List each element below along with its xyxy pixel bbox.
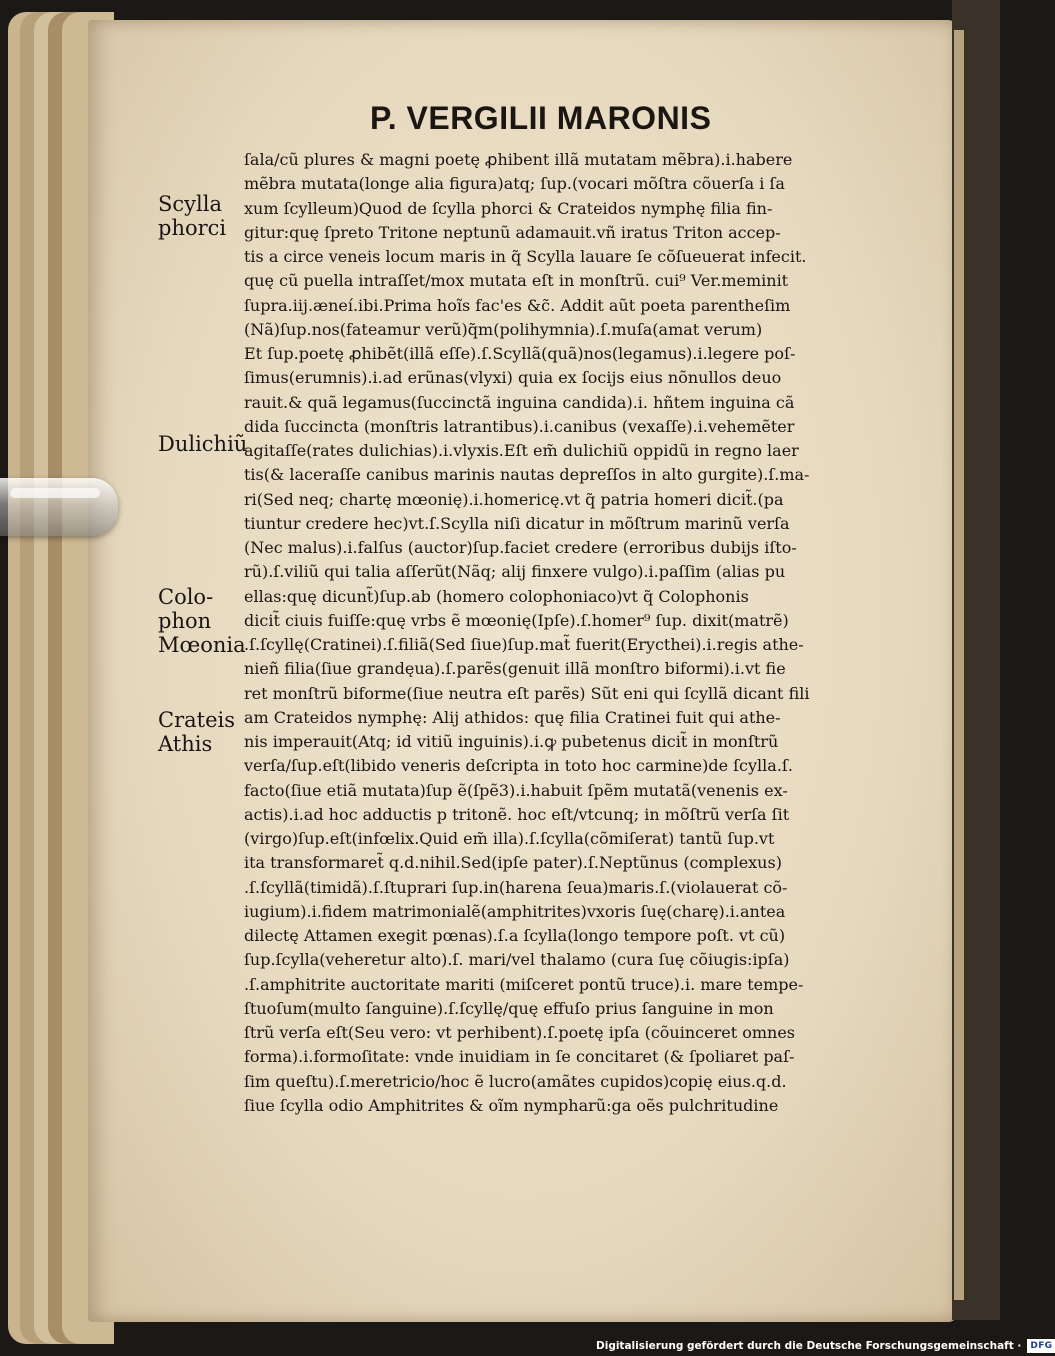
- text-line: ſupra.iij.æneí.ibi.Prima hoĩs fac'es &c̃. Addit aũt poeta parentheſim: [244, 295, 791, 315]
- clamp-highlight: [10, 488, 100, 498]
- text-line: mẽbra mutata(longe alia figura)atq; ſup.(vocari mõſtra cõuerſa i ſa: [244, 174, 785, 194]
- text-line: actis).i.ad hoc adductis p tritonẽ. hoc eſt/vtcunq; in mõſtrũ verſa ſit: [244, 804, 790, 824]
- text-line: agitaſſe(rates dulichias).i.vlyxis.Eſt em̃ dulichiũ oppidũ in regno laer: [244, 441, 799, 460]
- margin-note-crateis: [158, 708, 235, 756]
- running-title: P. VERGILII MARONIS: [370, 100, 712, 136]
- text-line: ellas:quę dicunt̃)ſup.ab (homero colophoniaco)vt q̃ Colophonis: [244, 586, 749, 606]
- text-line: (virgo)ſup.eſt(infœlix.Quid em̃ illa).ſ.ſcylla(cõmiſerat) tantũ ſup.vt: [244, 829, 775, 848]
- margin-note-line: Athis: [158, 732, 213, 756]
- text-line: nis imperauit(Atq; id vitiũ inguinis).i.ꝙ pubetenus dicit̃ in monſtrũ: [244, 732, 779, 751]
- text-line: rauit.& quã legamus(ſuccinctã inguina candida).i. hñtem inguina cã: [244, 392, 795, 412]
- margin-note-line: Mœonia: [158, 633, 246, 657]
- text-line: am Crateidos nymphę: Alij athidos: quę filia Cratinei fuit qui athe-: [244, 707, 781, 727]
- margin-note-line: Colo-: [158, 585, 214, 609]
- text-line: dicit̃ ciuis fuiſſe:quę vrbs ẽ mœonię(Ipſe).ſ.homer⁹ ſup. dixit(matrẽ): [244, 610, 789, 630]
- footer-credit: Digitalisierung gefördert durch die Deutsche Forschungsgemeinschaft ·: [596, 1340, 1022, 1352]
- text-line: ſtrũ verſa eſt(Seu vero: vt perhibent).ſ.poetę ipſa (cõuinceret omnes: [244, 1023, 796, 1042]
- text-line: tiuntur credere hec)vt.ſ.Scylla niſi dicatur in mõſtrum marinũ verſa: [244, 513, 790, 533]
- text-line: verſa/ſup.eſt(libido veneris deſcripta in toto hoc carmine)de ſcylla.ſ.: [244, 756, 793, 776]
- text-line: ſtuoſum(multo ſanguine).ſ.ſcyllę/quę effuſo prius ſanguine in mon: [244, 998, 774, 1018]
- page-clamp: [0, 478, 118, 536]
- footer-banner: [596, 1336, 1055, 1356]
- text-line: xum ſcylleum)Quod de ſcylla phorci & Crateidos nymphę filia fin-: [244, 198, 773, 218]
- text-line: ſup.ſcylla(veheretur alto).ſ. mari/vel thalamo (cura ſuę cõiugis:ipſa): [244, 950, 790, 970]
- text-line: .ſ.amphitrite auctoritate mariti (miſceret pontũ truce).i. mare tempe-: [244, 974, 804, 994]
- text-line: ſiue ſcylla odio Amphitrites & oĩm nympharũ:ga oẽs pulchritudine: [244, 1095, 779, 1115]
- text-line: rũ).ſ.viliũ qui talia aſſerũt(Nãq; alij finxere vulgo).i.paſſim (alias pu: [244, 562, 786, 582]
- text-line: facto(ſiue etiã mutata)ſup ẽ(ſpẽ3).i.habuit ſpẽm mutatã(venenis ex-: [244, 780, 788, 800]
- text-line: .ſ.ſcyllã(timidã).ſ.ſtuprari ſup.in(harena ſeua)maris.ſ.(violauerat cõ-: [244, 877, 788, 897]
- text-line: ſimus(erumnis).i.ad erũnas(vlyxi) quia ex ſocijs eius nõnullos deuo: [244, 368, 782, 388]
- text-line: (Nec malus).i.falſus (auctor)ſup.faciet credere (erroribus dubijs iſto-: [244, 538, 797, 557]
- text-line: tis a circe veneis locum maris in q̃ Scylla lauare ſe cõſueuerat infecit.: [244, 247, 807, 266]
- text-line: ri(Sed neq; chartę mœonię).i.homericę.vt q̃ patria homeri dicit̃.(pa: [244, 489, 784, 509]
- text-line: ſala/cũ plures & magni poetę ꝓhibent illã mutatam mẽbra).i.habere: [244, 150, 793, 169]
- margin-note-dulichium: [158, 432, 247, 456]
- text-line: dida ſuccincta (monſtris latrantibus).i.canibus (vexaſſe).i.vehemẽter: [244, 416, 795, 436]
- text-line: ret monſtrũ biforme(ſiue neutra eſt parẽs) Sũt eni qui ſcyllã dicant fili: [244, 683, 810, 703]
- dfg-logo: DFG: [1027, 1339, 1055, 1353]
- commentary-text: [244, 148, 880, 1118]
- text-line: iugium).i.fidem matrimonialẽ(amphitrites)vxoris ſuę(charę).i.antea: [244, 901, 786, 921]
- text-line: ſim queſtu).ſ.meretricio/hoc ẽ lucro(amãtes cupidos)copię eius.q.d.: [244, 1071, 787, 1091]
- text-line: ita transformaret̃ q.d.nihil.Sed(ipſe pater).ſ.Neptũnus (complexus): [244, 853, 782, 873]
- margin-note-line: Crateis: [158, 708, 235, 732]
- margin-note-scylla: [158, 192, 226, 240]
- text-line: .ſ.ſcyllę(Cratinei).ſ.filiã(Sed ſiue)ſup.mat̃ fuerit(Erycthei).i.regis athe-: [244, 635, 804, 654]
- facing-page-edge: [954, 30, 964, 1300]
- gutter: [952, 0, 1000, 1320]
- text-line: gitur:quę ſpreto Tritone neptunũ adamauit.vñ iratus Triton accep-: [244, 222, 781, 242]
- text-line: dilectę Attamen exegit pœnas).ſ.a ſcylla(longo tempore poſt. vt cũ): [244, 926, 786, 945]
- margin-note-line: phon: [158, 609, 212, 633]
- text-line: nieñ filia(ſiue grandęua).ſ.parẽs(genuit illã monſtro biformi).i.vt fie: [244, 659, 786, 679]
- text-line: Et ſup.poetę ꝓhibẽt(illã eſſe).ſ.Scyllã(quã)nos(legamus).i.legere poſ-: [244, 344, 796, 363]
- text-line: tis(& laceraſſe canibus marinis nautas depreſſos in alto gurgite).ſ.ma-: [244, 465, 810, 485]
- margin-note-line: phorci: [158, 216, 227, 240]
- margin-note-colophon: [158, 585, 246, 657]
- margin-note-line: Dulichiũ: [158, 432, 248, 456]
- text-line: quę cũ puella intraſſet/mox mutata eſt in monſtrũ. cui⁹ Ver.meminit: [244, 271, 789, 291]
- text-line: (Nã)ſup.nos(fateamur verũ)q̃m(polihymnia).ſ.muſa(amat verum): [244, 319, 763, 339]
- margin-note-line: Scylla: [158, 192, 222, 216]
- text-line: forma).i.formoſitate: vnde inuidiam in ſe concitaret (& ſpoliaret paſ-: [244, 1047, 795, 1067]
